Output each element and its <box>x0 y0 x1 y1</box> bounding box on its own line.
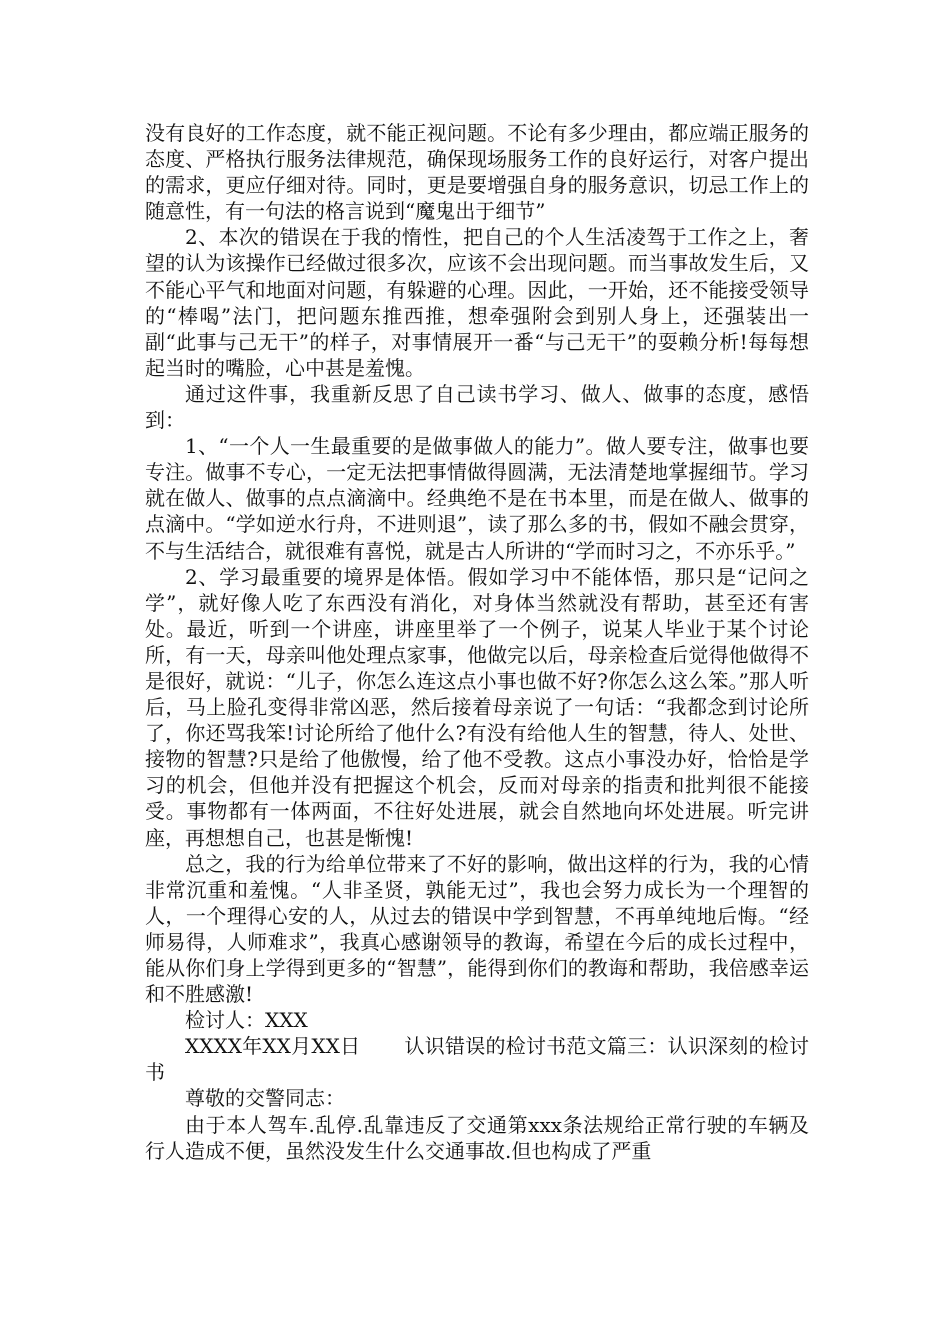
paragraph-laziness: 2、本次的错误在于我的惰性，把自己的个人生活凌驾于工作之上，奢望的认为该操作已经做过很多次，应该不会出现问题。而当事故发生后，又不能心平气和地面对问题，有躲避的心理。因此，一开始，还不能接受领导的“棒喝”法门，把问题东推西推，想牵强附会到别人身上，还强装出一副“此事与己无干”的样子，对事情展开一番“与己无干”的耍赖分析!每每想起当时的嘴脸，心中甚是羞愧。 <box>145 225 809 380</box>
date-text: XXXX年XX月XX日 <box>185 1034 361 1059</box>
paragraph-traffic: 由于本人驾车.乱停.乱靠违反了交通第xxx条法规给正常行驶的车辆及行人造成不便，虽然没发生什么交通事故.但也构成了严重 <box>145 1112 809 1163</box>
section-title: 认识错误的检讨书范文篇三：认识深刻的检讨书 <box>145 1034 809 1085</box>
paragraph-insight: 2、学习最重要的境界是体悟。假如学习中不能体悟，那只是“记问之学”，就好像人吃了东西没有消化，对身体当然就没有帮助，甚至还有害处。最近，听到一个讲座，讲座里举了一个例子，说某人毕业于某个讨论所，有一天，母亲叫他处理点家事，他做完以后，母亲检查后觉得他做得不是很好，就说：“儿子，你怎么连这点小事也做不好?你怎么这么笨。”那人听后，马上脸孔变得非常凶恶，然后接着母亲说了一句话：“我都念到讨论所了，你还骂我笨!讨论所给了他什么?有没有给他人生的智慧，待人、处世、接物的智慧?只是给了他傲慢，给了他不受教。这点小事没办好，恰恰是学习的机会，但他并没有把握这个机会，反而对母亲的指责和批判很不能接受。事物都有一体两面，不往好处进展，就会自然地向坏处进展。听完讲座，再想想自己，也甚是惭愧! <box>145 564 809 850</box>
salutation: 尊敬的交警同志： <box>185 1086 345 1111</box>
paragraph-conclusion: 总之，我的行为给单位带来了不好的影响，做出这样的行为，我的心情非常沉重和羞愧。“人非圣贤，孰能无过”，我也会努力成长为一个理智的人，一个理得心安的人，从过去的错误中学到智慧，不再单纯地后悔。“经师易得，人师难求”，我真心感谢领导的教诲，希望在今后的成长过程中，能从你们身上学得到更多的“智慧”，能得到你们的教诲和帮助，我倍感幸运和不胜感激! <box>145 851 809 1007</box>
paragraph-ability: 1、“一个人一生最重要的是做事做人的能力”。做人要专注，做事也要专注。做事不专心，一定无法把事情做得圆满，无法清楚地掌握细节。学习就在做人、做事的点点滴滴中。经典绝不是在书本里，而是在做人、做事的点滴中。“学如逆水行舟，不进则退”，读了那么多的书，假如不融会贯穿，不与生活结合，就很难有喜悦，就是古人所讲的“学而时习之，不亦乐乎。” <box>145 434 809 563</box>
date-title-line <box>145 1033 809 1085</box>
paragraph-service-attitude: 没有良好的工作态度，就不能正视问题。不论有多少理由，都应端正服务的态度、严格执行服务法律规范，确保现场服务工作的良好运行，对客户提出的需求，更应仔细对待。同时，更是要增强自身的服务意识，切忌工作上的随意性，有一句法的格言说到“魔鬼出于细节” <box>145 121 809 224</box>
document-page <box>145 120 809 1164</box>
signature-line: 检讨人：XXX <box>185 1008 308 1033</box>
paragraph-reflection: 通过这件事，我重新反思了自己读书学习、做人、做事的态度，感悟到： <box>145 381 809 433</box>
